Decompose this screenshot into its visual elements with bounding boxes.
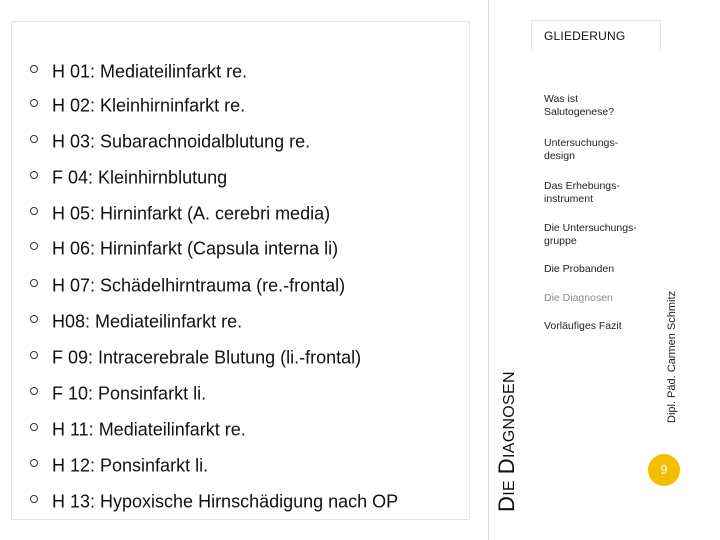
nav-label: Die Probanden [544, 263, 615, 275]
list-item: F 09: Intracerebrale Blutung (li.-frontal) [30, 344, 361, 368]
nav-item-fazit[interactable] [544, 320, 662, 333]
list-item: H 07: Schädelhirntrauma (re.-frontal) [30, 272, 345, 296]
list-item: H 13: Hypoxische Hirnschädigung nach OP [30, 488, 398, 512]
nav-label: Die Diagnosen [544, 292, 613, 304]
nav-label-line2: instrument [544, 193, 594, 205]
nav-label-line2: design [544, 150, 575, 162]
nav-item-probanden[interactable] [544, 263, 662, 276]
nav-item-untersuchungsdesign[interactable] [544, 137, 662, 163]
section-title-vertical [494, 371, 520, 512]
list-item: H 06: Hirninfarkt (Capsula interna li) [30, 235, 338, 259]
list-item: H 02: Kleinhirninfarkt re. [30, 92, 245, 116]
list-item: H 03: Subarachnoidalblutung re. [30, 128, 310, 152]
nav-label-line1: Die Untersuchungs- [544, 222, 637, 234]
list-item: H 01: Mediateilinfarkt re. [30, 58, 247, 82]
circle-bullet-icon [30, 351, 38, 359]
section-title-initial-2: D [494, 458, 519, 475]
list-item: H 12: Ponsinfarkt li. [30, 452, 208, 476]
nav-item-untersuchungsgruppe[interactable] [544, 222, 662, 248]
circle-bullet-icon [30, 495, 38, 503]
nav-label-line1: Das Erhebungs- [544, 180, 620, 192]
circle-bullet-icon [30, 315, 38, 323]
list-item: H08: Mediateilinfarkt re. [30, 308, 242, 332]
nav-label-line2: Salutogenese? [544, 106, 615, 118]
author-name: Dipl. Päd. Carmen Schmitz [666, 290, 678, 423]
list-item: F 04: Kleinhirnblutung [30, 164, 227, 188]
section-title-rest-1: IE [501, 480, 518, 496]
circle-bullet-icon [30, 279, 38, 287]
nav-item-diagnosen[interactable] [544, 292, 662, 305]
circle-bullet-icon [30, 459, 38, 467]
page-number-badge: 9 [648, 454, 680, 486]
circle-bullet-icon [30, 387, 38, 395]
nav-label-line1: Untersuchungs- [544, 137, 619, 149]
circle-bullet-icon [30, 242, 38, 250]
circle-bullet-icon [30, 207, 38, 215]
circle-bullet-icon [30, 99, 38, 107]
sidebar-title-box [531, 20, 661, 51]
nav-item-erhebungsinstrument[interactable] [544, 180, 662, 206]
circle-bullet-icon [30, 65, 38, 73]
list-item: H 05: Hirninfarkt (A. cerebri media) [30, 200, 330, 224]
nav-label: Vorläufiges Fazit [544, 320, 622, 332]
nav-item-salutogenese[interactable] [544, 93, 662, 119]
list-item: H 11: Mediateilinfarkt re. [30, 416, 246, 440]
divider-line [488, 0, 489, 540]
list-item: F 10: Ponsinfarkt li. [30, 380, 206, 404]
nav-label-line2: gruppe [544, 235, 577, 247]
circle-bullet-icon [30, 171, 38, 179]
nav-label-line1: Was ist [544, 93, 579, 105]
sidebar-title: GLIEDERUNG [544, 29, 626, 43]
circle-bullet-icon [30, 423, 38, 431]
section-title-initial-1: D [494, 495, 519, 512]
circle-bullet-icon [30, 135, 38, 143]
section-title-rest-2: IAGNOSEN [501, 371, 518, 459]
